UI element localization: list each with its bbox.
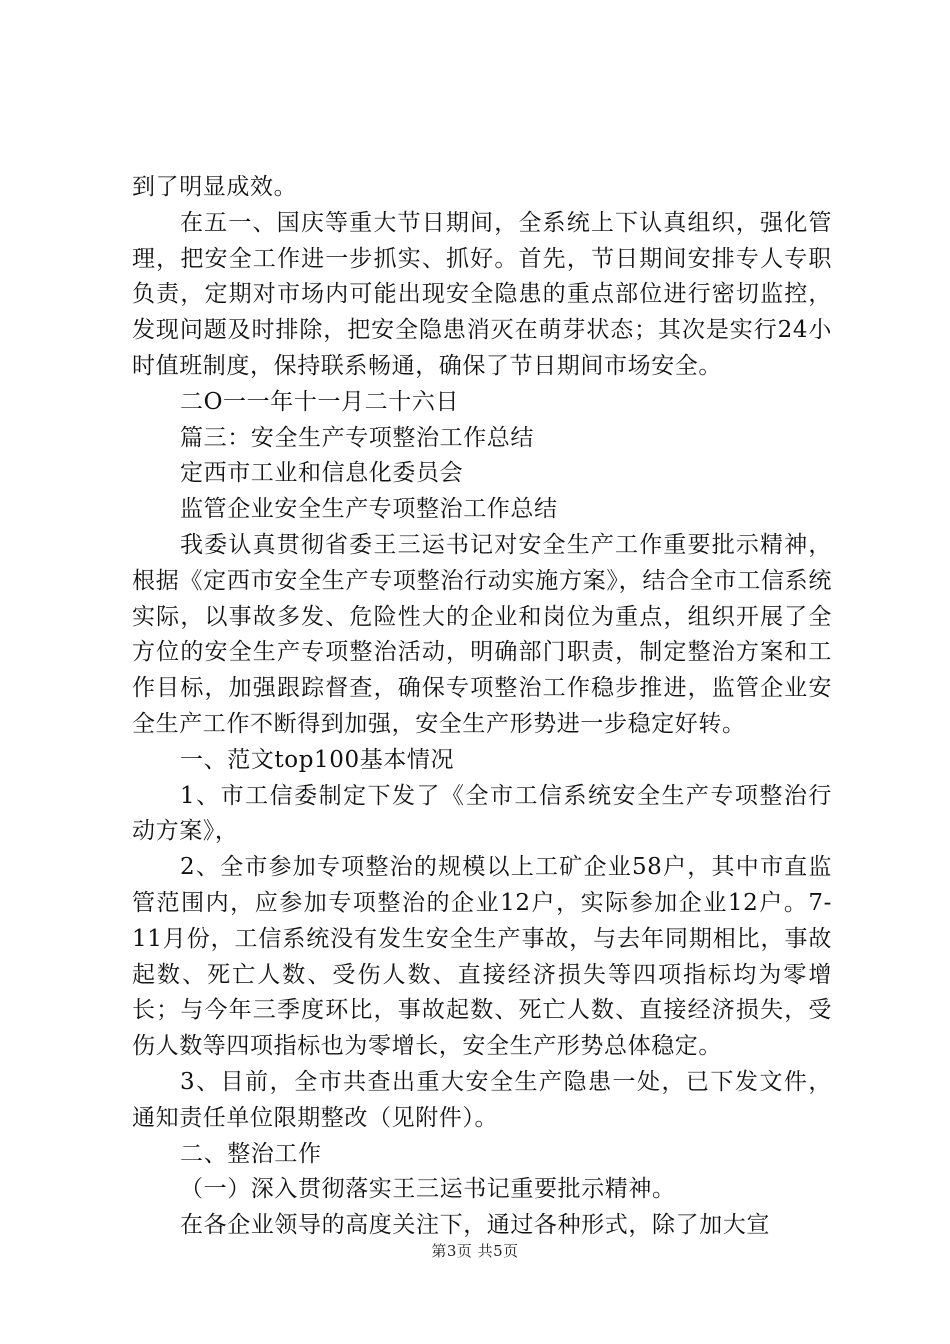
document-body: [132, 170, 832, 1244]
paragraph: 在五一、国庆等重大节日期间，全系统上下认真组织，强化管理，把安全工作进一步抓实、抓好。首先，节日期间安排专人专职负责，定期对市场内可能出现安全隐患的重点部位进行密切监控，发现问题及时排除，把安全隐患消灭在萌芽状态；其次是实行24小时值班制度，保持联系畅通，确保了节日期间市场安全。: [132, 209, 832, 379]
paragraph: 二O一一年十一月二十六日: [180, 388, 460, 415]
paragraph: 我委认真贯彻省委王三运书记对安全生产工作重要批示精神，根据《定西市安全生产专项整治行动实施方案》，结合全市工信系统实际，以事故多发、危险性大的企业和岗位为重点，组织开展了全方位的安全生产专项整治活动，明确部门职责，制定整治方案和工作目标，加强跟踪督查，确保专项整治工作稳步推进，监管企业安全生产工作不断得到加强，安全生产形势进一步稳定好转。: [132, 531, 832, 737]
paragraph: 到了明显成效。: [132, 174, 298, 200]
paragraph: 监管企业安全生产专项整治工作总结: [180, 496, 558, 523]
paragraph: 1、市工信委制定下发了《全市工信系统安全生产专项整治行动方案》，: [132, 782, 832, 845]
page-footer: 第3页 共5页: [431, 1242, 519, 1260]
paragraph: （一）深入贯彻落实王三运书记重要批示精神。: [180, 1176, 676, 1203]
paragraph: 二、整治工作: [180, 1140, 322, 1167]
paragraph: 一、范文top100基本情况: [180, 746, 455, 773]
paragraph: 3、目前，全市共查出重大安全生产隐患一处，已下发文件，通知责任单位限期整改（见附件）。: [132, 1068, 832, 1131]
paragraph: 篇三：安全生产专项整治工作总结: [180, 424, 534, 451]
paragraph: 2、全市参加专项整治的规模以上工矿企业58户，其中市直监管范围内，应参加专项整治的企业12户，实际参加企业12户。7-11月份，工信系统没有发生安全生产事故，与去年同期相比，事故起数、死亡人数、受伤人数、直接经济损失等四项指标均为零增长；与今年三季度环比，事故起数、死亡人数、直接经济损失，受伤人数等四项指标也为零增长，安全生产形势总体稳定。: [132, 854, 832, 1060]
paragraph: 在各企业领导的高度关注下，通过各种形式，除了加大宣: [180, 1212, 770, 1239]
paragraph: 定西市工业和信息化委员会: [180, 460, 464, 487]
